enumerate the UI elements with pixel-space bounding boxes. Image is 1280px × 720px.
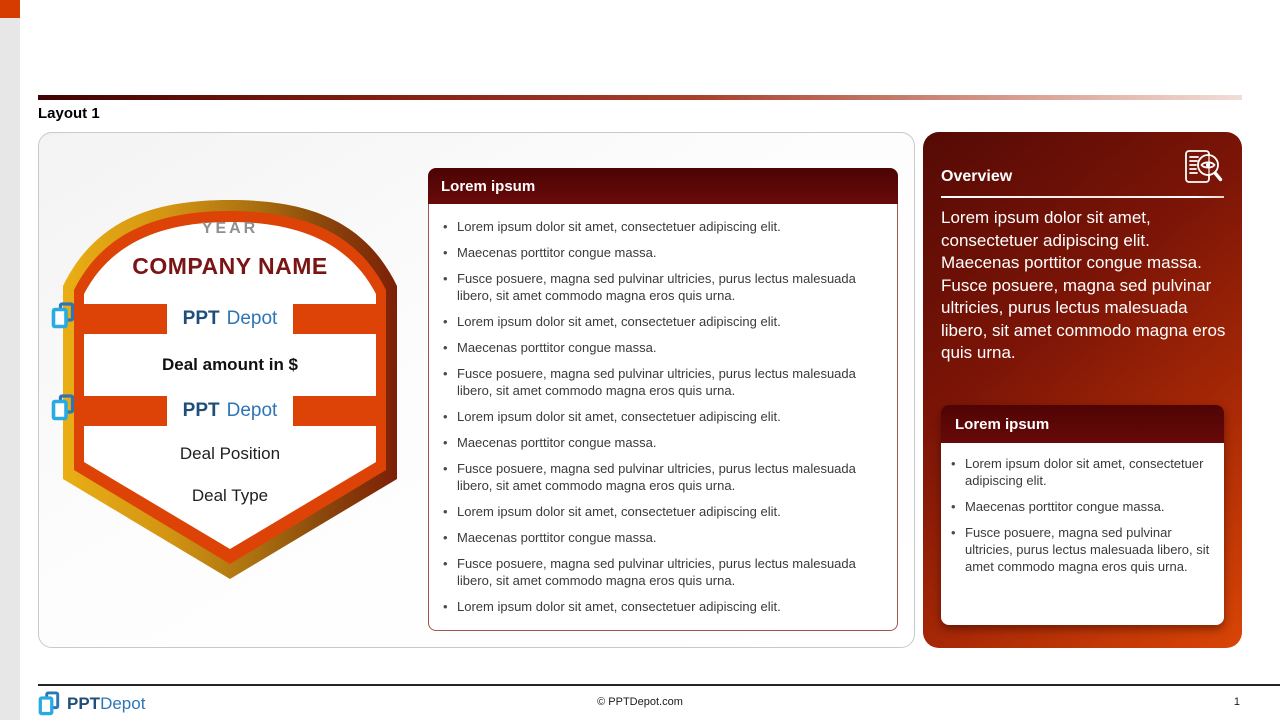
list-item: • Lorem ipsum dolor sit amet, consectetuer adipiscing elit. [441,408,857,425]
logo-text-ppt: PPT [67,693,101,713]
badge-company-name: COMPANY NAME [132,253,328,279]
list-item: • Maecenas porttitor congue massa. [441,434,857,451]
logo-text-depot: Depot [100,693,146,713]
layout-card [38,132,915,648]
badge-year-label: YEAR [201,220,259,237]
list-item: • Lorem ipsum dolor sit amet, consectetuer adipiscing elit. [441,218,857,235]
footer-copyright: © PPTDepot.com [597,696,683,708]
logo-text-depot: Depot [226,400,278,421]
logo-text-ppt: PPT [182,308,220,329]
bullet-list [441,218,857,615]
box-title: Lorem ipsum [941,405,1224,443]
list-item: • Maecenas porttitor congue massa. [441,244,857,261]
left-edge-strip [0,18,20,720]
badge-deal-amount: Deal amount in $ [161,355,299,374]
company-badge [51,198,409,581]
overview-lorem-box [941,405,1224,625]
page-title: Layout 1 [38,105,100,122]
overview-paragraph: Lorem ipsum dolor sit amet, consectetuer adipiscing elit. Maecenas porttitor congue massa. Fusce posuere, magna sed pulvinar ultricies, purus lectus malesuada libero, sit amet commodo magna eros quis urna. [941,208,1226,362]
list-item: • Lorem ipsum dolor sit amet, consectetuer adipiscing elit. [441,503,857,520]
pptdepot-logo [51,394,409,428]
list-item: • Maecenas porttitor congue massa. [441,529,857,546]
title-underline-rule [38,95,1242,100]
list-item: • Fusce posuere, magna sed pulvinar ultricies, purus lectus malesuada libero, sit amet commodo magna eros quis urna. [949,524,1214,575]
overview-title-rule [941,196,1224,198]
box-bullet-list [949,455,1214,575]
badge-deal-type: Deal Type [191,486,269,505]
pptdepot-logo-icon [51,394,75,421]
logo-text-depot: Depot [226,308,278,329]
document-search-icon [1180,146,1226,192]
footer-divider [38,684,1280,686]
page-number: 1 [1233,696,1240,708]
overview-panel [923,132,1242,648]
list-item: • Maecenas porttitor congue massa. [441,339,857,356]
pptdepot-logo [51,302,409,336]
overview-title: Overview [941,168,1013,185]
badge-deal-position: Deal Position [179,444,281,463]
list-item: • Fusce posuere, magna sed pulvinar ultricies, purus lectus malesuada libero, sit amet commodo magna eros quis urna. [441,555,857,589]
lorem-ipsum-panel [428,168,898,631]
box-body [941,443,1224,625]
pptdepot-logo-icon [51,302,75,329]
list-item: • Lorem ipsum dolor sit amet, consectetuer adipiscing elit. [949,455,1214,489]
logo-text-ppt: PPT [182,400,220,421]
list-item: • Fusce posuere, magna sed pulvinar ultricies, purus lectus malesuada libero, sit amet commodo magna eros quis urna. [441,270,857,304]
list-item: • Lorem ipsum dolor sit amet, consectetuer adipiscing elit. [441,313,857,330]
list-item: • Lorem ipsum dolor sit amet, consectetuer adipiscing elit. [441,598,857,615]
corner-accent-square [0,0,20,18]
list-item: • Fusce posuere, magna sed pulvinar ultricies, purus lectus malesuada libero, sit amet commodo magna eros quis urna. [441,365,857,399]
panel-body [428,204,898,631]
list-item: • Fusce posuere, magna sed pulvinar ultricies, purus lectus malesuada libero, sit amet commodo magna eros quis urna. [441,460,857,494]
list-item: • Maecenas porttitor congue massa. [949,498,1214,515]
panel-title: Lorem ipsum [428,168,898,204]
